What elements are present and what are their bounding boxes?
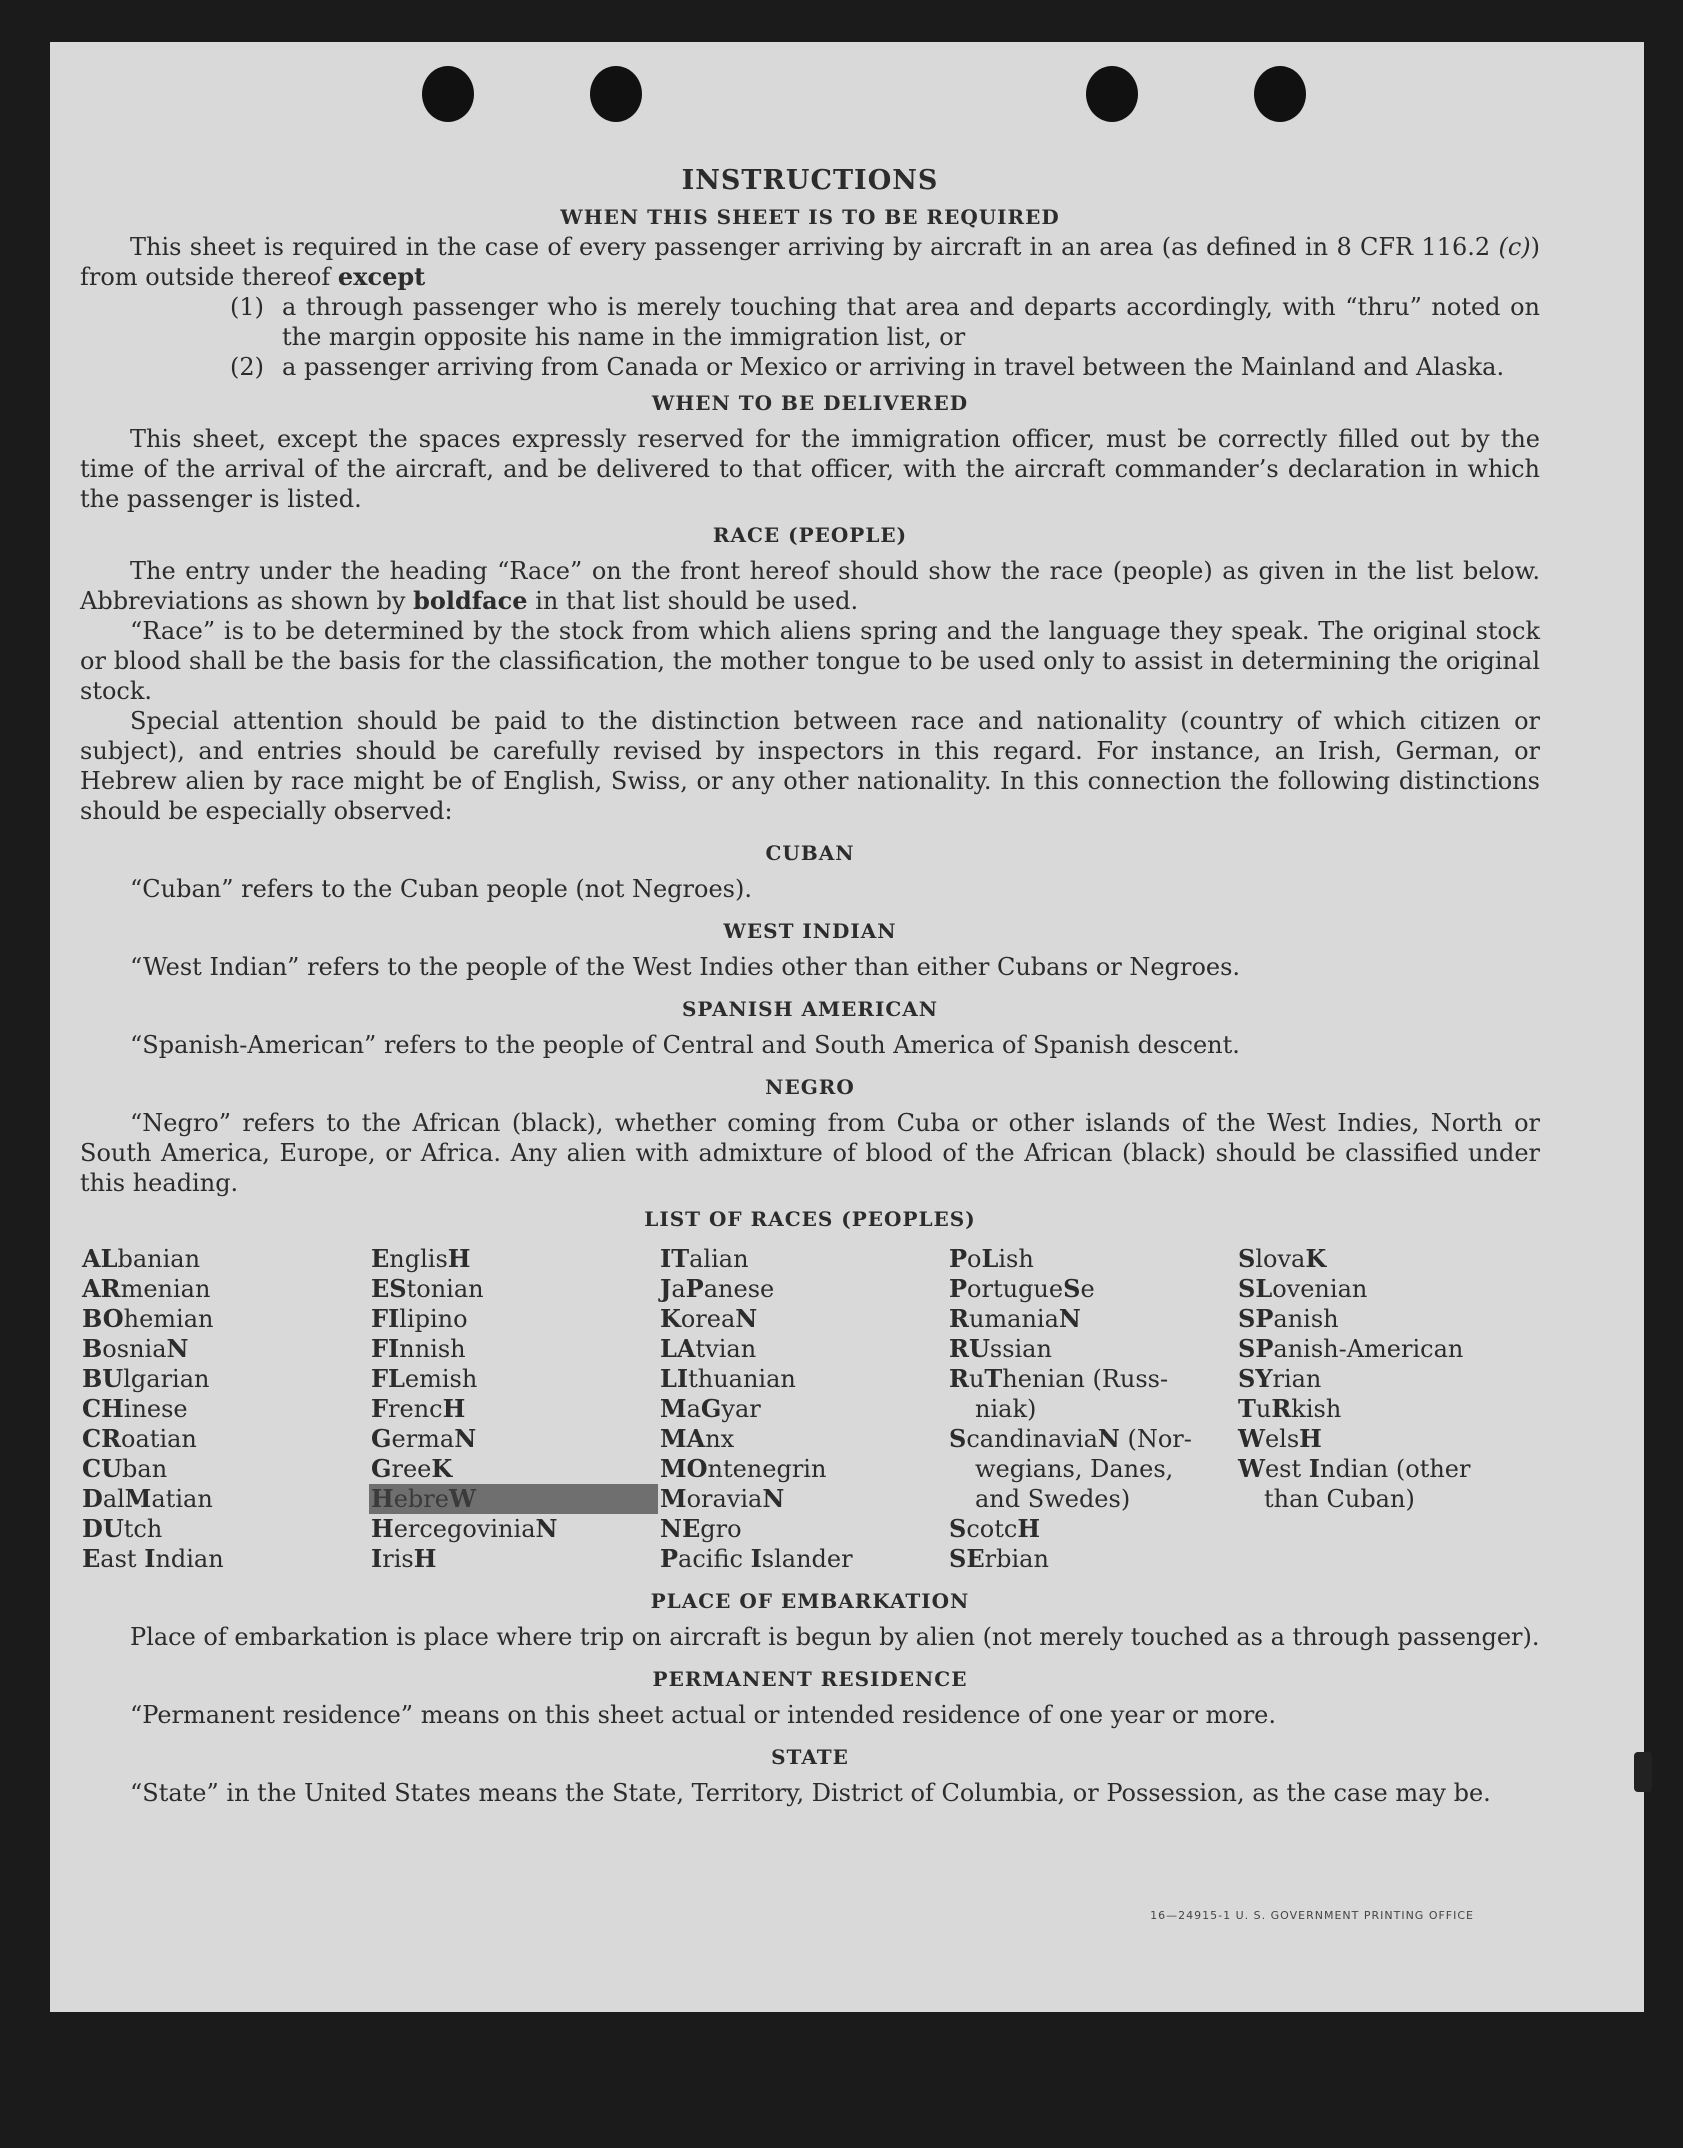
race-entry: LAtvian [660,1334,757,1363]
printing-office-code: 16—24915-1 U. S. GOVERNMENT PRINTING OFFICE [1150,1909,1474,1922]
heading-list-of-races: LIST OF RACES (PEOPLES) [644,1207,976,1231]
punch-hole [1086,66,1138,122]
race-entry: ITalian [660,1244,749,1273]
race-entry: DalMatian [82,1484,213,1513]
heading-when-required: WHEN THIS SHEET IS TO BE REQUIRED [560,205,1060,229]
heading-west-indian: WEST INDIAN [723,919,897,943]
race-column [947,1244,1236,1574]
race-entry: ScotcH [949,1514,1041,1543]
race-entry: GreeK [371,1454,453,1483]
spanish-american-text: “Spanish-American” refers to the people of Central and South America of Spanish descent. [130,1031,1240,1059]
race-column [658,1244,947,1574]
race-entry: MaGyar [660,1394,761,1423]
race-entry: CHinese [82,1394,188,1423]
race-entry: MAnx [660,1424,735,1453]
heading-residence: PERMANENT RESIDENCE [652,1667,968,1691]
document-page [50,42,1644,2012]
race-entry: ARmenian [82,1274,211,1303]
races-list [80,1244,1540,1574]
race-paragraph-1: The entry under the heading “Race” on the front hereof should show the race (people) as given in the list below. Abbreviations as shown by boldface in that list should be used. [80,557,1540,615]
race-entry: PoLish [949,1244,1034,1273]
heading-spanish-american: SPANISH AMERICAN [681,997,939,1021]
edge-mark [1634,1752,1652,1792]
race-entry: BOhemian [82,1304,214,1333]
race-entry: FLemish [371,1364,478,1393]
race-column [80,1244,369,1574]
embarkation-text: Place of embarkation is place where trip on aircraft is begun by alien (not merely touched as a through passenger). [130,1623,1540,1651]
cuban-text: “Cuban” refers to the Cuban people (not Negroes). [130,875,752,903]
heading-cuban: CUBAN [765,841,855,865]
race-entry: MOntenegrin [660,1454,827,1483]
race-entry: FIlipino [371,1304,468,1333]
race-entry: EStonian [371,1274,484,1303]
race-entry: East Indian [82,1544,224,1573]
race-entry: ScandinaviaN (Nor- [949,1424,1192,1453]
residence-text: “Permanent residence” means on this sheet actual or intended residence of one year or more. [130,1701,1276,1729]
race-entry: ALbanian [82,1244,201,1273]
delivered-text: This sheet, except the spaces expressly reserved for the immigration officer, must be correctly filled out by the time of the arrival of the aircraft, and be delivered to that officer, with the aircraft commander’s declaration in which the passenger is listed. [80,425,1540,513]
exception-item: (1) a through passenger who is merely touching that area and departs accordingly, with “thru” noted on the margin opposite his name in the immigration list, or [230,293,1540,351]
race-entry: DUtch [82,1514,163,1543]
required-intro: This sheet is required in the case of every passenger arriving by aircraft in an area (as defined in 8 CFR 116.2 (c)) from outside thereof except [80,233,1540,291]
race-entry: and Swedes) [975,1485,1131,1513]
race-entry: NEgro [660,1514,742,1543]
race-column [369,1244,658,1574]
race-column [1236,1244,1525,1574]
race-entry: FInnish [371,1334,466,1363]
race-entry: CUban [82,1454,168,1483]
heading-when-delivered: WHEN TO BE DELIVERED [651,391,969,415]
race-entry: wegians, Danes, [975,1455,1174,1483]
race-entry: WelsH [1238,1424,1322,1453]
race-entry: KoreaN [660,1304,758,1333]
race-entry: RumaniaN [949,1304,1081,1333]
page-title: INSTRUCTIONS [681,165,939,196]
race-entry: CRoatian [82,1424,197,1453]
race-entry: HercegoviniaN [371,1514,558,1543]
race-entry: JaPanese [660,1274,775,1303]
state-text: “State” in the United States means the State, Territory, District of Columbia, or Possession, as the case may be. [130,1779,1491,1807]
race-entry: SYrian [1238,1364,1322,1393]
race-paragraph-2: “Race” is to be determined by the stock from which aliens spring and the language they speak. The original stock or blood shall be the basis for the classification, the mother tongue to be used only to assist in determining the original stock. [80,617,1540,705]
race-entry: SErbian [949,1544,1049,1573]
race-entry: IrisH [371,1544,437,1573]
race-entry: than Cuban) [1264,1485,1415,1513]
heading-race: RACE (PEOPLE) [712,523,908,547]
race-entry: West Indian (other [1238,1454,1471,1483]
race-entry: HebreW [369,1484,658,1514]
heading-state: STATE [771,1745,849,1769]
race-entry: FrencH [371,1394,466,1423]
race-paragraph-3: Special attention should be paid to the distinction between race and nationality (country of which citizen or subject), and entries should be carefully revised by inspectors in this regard. For instance, an Irish, German, or Hebrew alien by race might be of English, Swiss, or any other nationality. In this connection the following distinctions should be especially observed: [80,707,1540,825]
race-entry: RUssian [949,1334,1052,1363]
race-entry: PortugueSe [949,1274,1095,1303]
heading-negro: NEGRO [765,1075,855,1099]
exception-item: (2) a passenger arriving from Canada or Mexico or arriving in travel between the Mainland and Alaska. [230,353,1505,381]
race-entry: SlovaK [1238,1244,1327,1273]
race-entry: EnglisH [371,1244,471,1273]
race-entry: Pacific Islander [660,1544,853,1573]
race-entry: niak) [975,1395,1037,1423]
punch-hole [422,66,474,122]
race-entry: RuThenian (Russ- [949,1364,1169,1393]
race-entry: BUlgarian [82,1364,210,1393]
race-entry: SLovenian [1238,1274,1368,1303]
punch-hole [1254,66,1306,122]
west-indian-text: “West Indian” refers to the people of the West Indies other than either Cubans or Negroes. [130,953,1241,981]
race-entry: BosniaN [82,1334,189,1363]
race-entry: GermaN [371,1424,477,1453]
instructions-body [80,166,1540,1808]
punch-hole [590,66,642,122]
race-entry: SPanish [1238,1304,1339,1333]
race-entry: MoraviaN [660,1484,785,1513]
race-entry: TuRkish [1238,1394,1342,1423]
heading-embarkation: PLACE OF EMBARKATION [650,1589,970,1613]
race-entry: LIthuanian [660,1364,796,1393]
negro-text: “Negro” refers to the African (black), whether coming from Cuba or other islands of the West Indies, North or South America, Europe, or Africa. Any alien with admixture of blood of the African (black) should be classified under this heading. [80,1109,1540,1197]
race-entry: SPanish-American [1238,1334,1464,1363]
